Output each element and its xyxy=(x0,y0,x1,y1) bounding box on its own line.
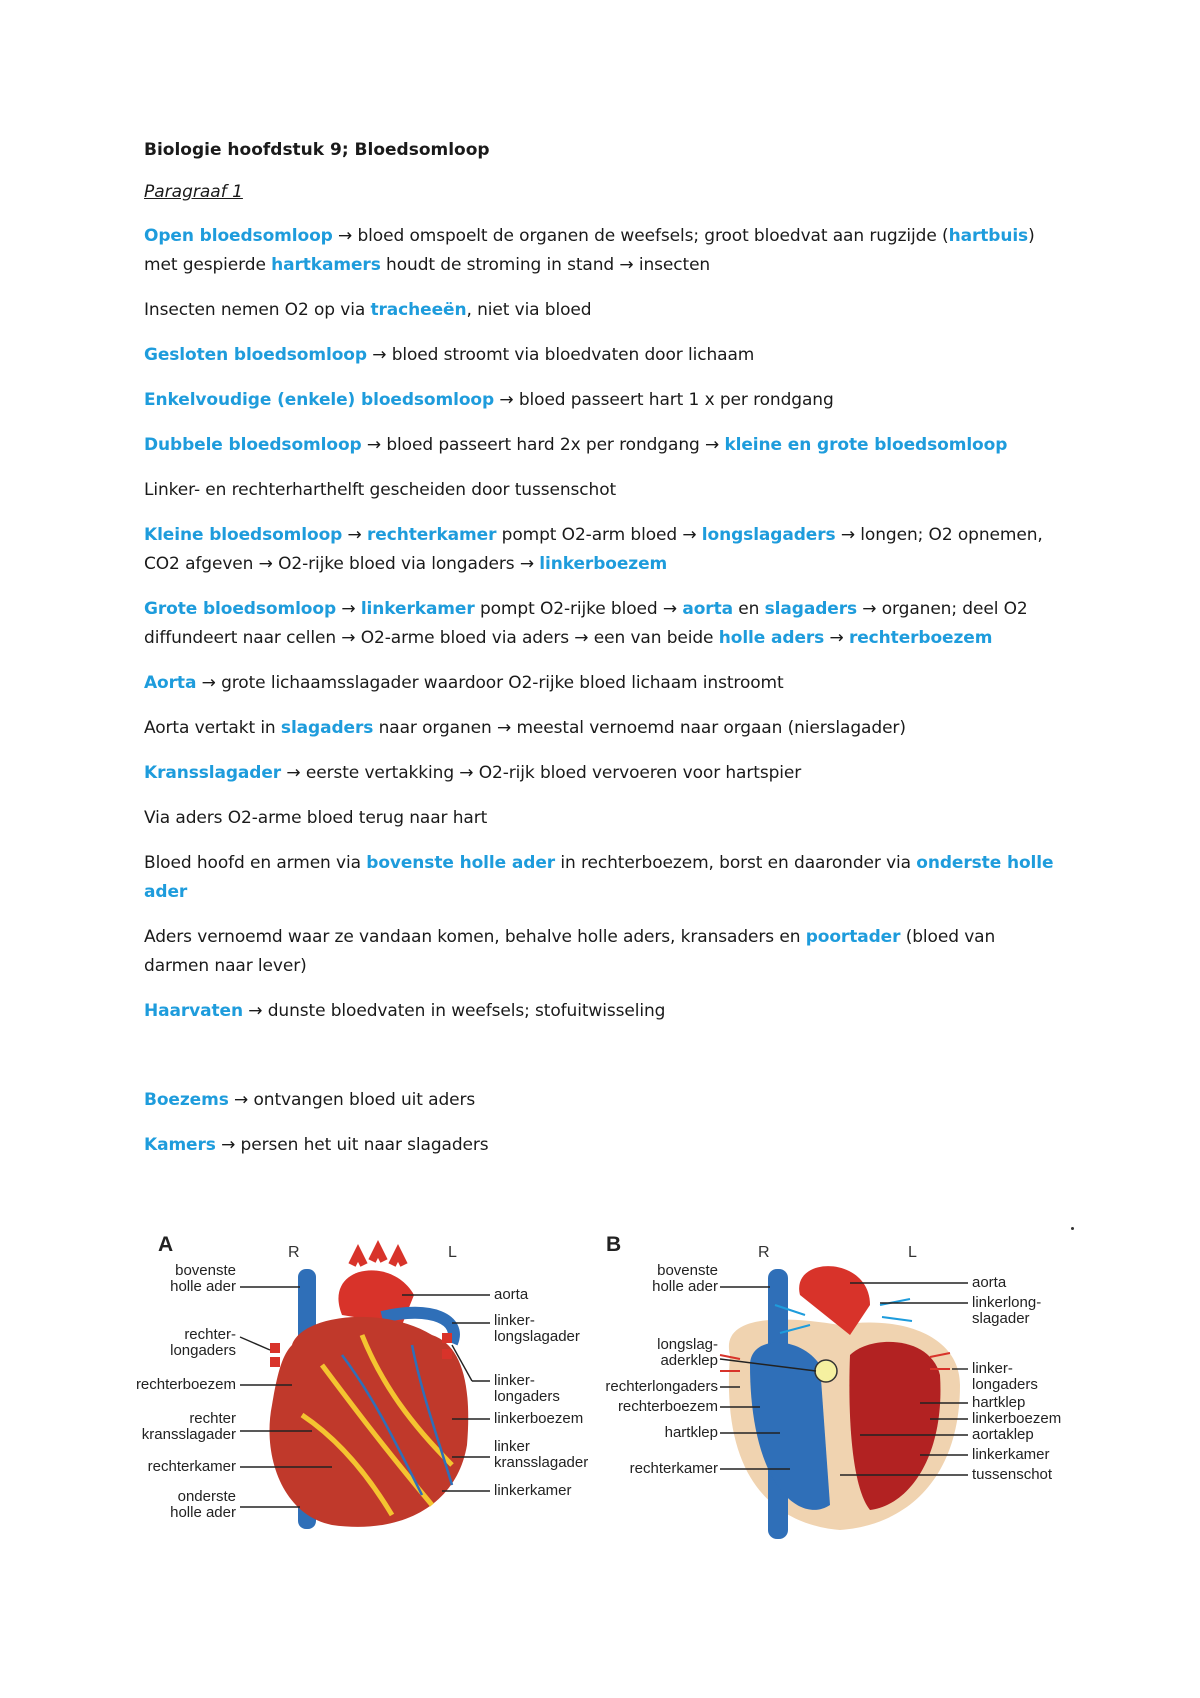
text-run: → organen; deel O2 diffundeert naar cellen → O2-arme bloed via aders → een van beide xyxy=(144,599,1028,648)
label-rechterboezem: rechterboezem xyxy=(617,1398,718,1415)
stray-dot xyxy=(1071,1227,1074,1230)
text-run: pompt O2-rijke bloed → xyxy=(474,599,683,619)
label-aorta: aorta xyxy=(494,1286,529,1303)
figure-a-svg xyxy=(135,1225,622,1545)
heart-exterior-illustration xyxy=(270,1249,469,1529)
figure-a-l: L xyxy=(448,1244,457,1261)
label-kransslagader-2: kransslagader xyxy=(494,1454,589,1471)
label-linker: linker- xyxy=(972,1360,1013,1377)
label-holle-ader: holle ader xyxy=(652,1278,718,1295)
highlight-term: Boezems xyxy=(144,1090,229,1110)
highlight-term: rechterkamer xyxy=(367,525,497,545)
figure-b-svg xyxy=(600,1225,1070,1545)
highlight-term: Haarvaten xyxy=(144,1001,243,1021)
label-onderste: onderste xyxy=(177,1488,236,1505)
figure-a-letter: A xyxy=(158,1233,174,1256)
text-run: → eerste vertakking → O2-rijk bloed vervoeren voor hartspier xyxy=(281,763,802,783)
figure-b-letter: B xyxy=(606,1233,622,1256)
highlight-term: longslagaders xyxy=(701,525,836,545)
highlight-term: Open bloedsomloop xyxy=(144,226,333,246)
text-run: houdt de stroming in stand → insecten xyxy=(380,255,711,275)
aorta-branches-shape xyxy=(352,1249,404,1265)
figure-a-r: R xyxy=(288,1244,300,1261)
highlight-term: rechterboezem xyxy=(848,628,993,648)
left-pulmonary-vein-shape-2 xyxy=(442,1349,452,1359)
text-run: → ontvangen bloed uit aders xyxy=(228,1090,476,1110)
right-pulmonary-vein-shape xyxy=(270,1343,280,1353)
paragraph xyxy=(144,431,1064,460)
left-pulmonary-vein-shape xyxy=(442,1333,452,1343)
paragraph xyxy=(144,759,1064,788)
paragraph-list xyxy=(144,222,1064,1026)
label-holle-ader: holle ader xyxy=(170,1278,236,1295)
highlight-term: Grote bloedsomloop xyxy=(144,599,337,619)
paragraph xyxy=(144,997,1064,1026)
text-run: naar organen → meestal vernoemd naar orgaan (nierslagader) xyxy=(373,718,906,738)
highlight-term: tracheeën xyxy=(370,300,467,320)
label-longslagader: longslagader xyxy=(494,1328,580,1345)
text-run: Insecten nemen O2 op via xyxy=(144,300,371,320)
highlight-term: linkerkamer xyxy=(360,599,475,619)
text-run: en xyxy=(732,599,765,619)
text-run: , niet via bloed xyxy=(466,300,592,320)
text-run: → bloed stroomt via bloedvaten door lichaam xyxy=(366,345,755,365)
paragraph xyxy=(144,476,1064,505)
label-hartklep: hartklep xyxy=(664,1424,718,1441)
paragraph xyxy=(144,222,1064,280)
label-linker: linker- xyxy=(494,1312,535,1329)
highlight-term: holle aders xyxy=(718,628,825,648)
highlight-term: onderste holle ader xyxy=(144,853,1054,902)
label-rechterlongaders: rechterlongaders xyxy=(605,1378,718,1395)
label-aortaklep: aortaklep xyxy=(972,1426,1034,1443)
highlight-term: slagaders xyxy=(280,718,374,738)
paragraph-list-2 xyxy=(144,1086,1064,1160)
label-linkerkamer: linkerkamer xyxy=(494,1482,572,1499)
label-bovenste: bovenste xyxy=(657,1262,718,1279)
highlight-term: Kleine bloedsomloop xyxy=(144,525,343,545)
figure-b-r: R xyxy=(758,1244,770,1261)
figure-b-l: L xyxy=(908,1244,917,1261)
paragraph xyxy=(144,595,1064,653)
label-linkerboezem: linkerboezem xyxy=(494,1410,584,1427)
paragraph xyxy=(144,669,1064,698)
text-run: ) met gespierde xyxy=(144,226,1035,275)
label-longslag: longslag- xyxy=(657,1336,718,1353)
paragraph xyxy=(144,1086,1064,1115)
paragraph xyxy=(144,923,1064,981)
text-run: Bloed hoofd en armen via xyxy=(144,853,367,873)
label-linker-2: linker- xyxy=(494,1372,535,1389)
label-longaders: longaders xyxy=(972,1376,1038,1393)
paragraph xyxy=(144,341,1064,370)
highlight-term: Kamers xyxy=(144,1135,216,1155)
label-aderklep: aderklep xyxy=(660,1352,718,1369)
text-run: → longen; O2 opnemen, CO2 afgeven → O2-rijke bloed via longaders → xyxy=(144,525,1043,574)
highlight-term: Gesloten bloedsomloop xyxy=(144,345,367,365)
text-run: → xyxy=(824,628,849,648)
text-run: → bloed omspoelt de organen de weefsels; groot bloedvat aan rugzijde ( xyxy=(332,226,949,246)
label-linkerboezem: linkerboezem xyxy=(972,1410,1062,1427)
label-aorta: aorta xyxy=(972,1274,1007,1291)
document-body xyxy=(144,140,1064,1176)
label-rechterkamer: rechterkamer xyxy=(147,1458,236,1475)
label-holle-ader-2: holle ader xyxy=(170,1504,236,1521)
text-run: → xyxy=(336,599,361,619)
figure-b-heart-section xyxy=(600,1225,1070,1545)
highlight-term: poortader xyxy=(805,927,901,947)
label-bovenste: bovenste xyxy=(175,1262,236,1279)
text-run: Aorta vertakt in xyxy=(144,718,281,738)
highlight-term: Kransslagader xyxy=(144,763,282,783)
figure-a-heart-exterior xyxy=(135,1225,622,1545)
highlight-term: kleine en grote bloedsomloop xyxy=(724,435,1008,455)
highlight-term: aorta xyxy=(682,599,733,619)
label-tussenschot: tussenschot xyxy=(972,1466,1053,1483)
paragraph xyxy=(144,804,1064,833)
highlight-term: Dubbele bloedsomloop xyxy=(144,435,362,455)
highlight-term: Enkelvoudige (enkele) bloedsomloop xyxy=(144,390,495,410)
text-run: Linker- en rechterharthelft gescheiden door tussenschot xyxy=(144,480,617,500)
highlight-term: slagaders xyxy=(764,599,857,619)
highlight-term: hartkamers xyxy=(271,255,381,275)
paragraph xyxy=(144,1131,1064,1160)
text-run: in rechterboezem, borst en daaronder via xyxy=(555,853,917,873)
text-run: → bloed passeert hart 1 x per rondgang xyxy=(494,390,834,410)
label-rechter: rechter- xyxy=(184,1326,236,1343)
text-run: → bloed passeert hard 2x per rondgang → xyxy=(361,435,725,455)
section-heading: Paragraaf 1 xyxy=(144,182,243,202)
label-longaders-2: longaders xyxy=(494,1388,560,1405)
text-run: → xyxy=(342,525,368,545)
paragraph xyxy=(144,521,1064,579)
spacer xyxy=(144,1042,1064,1086)
text-run: (bloed van darmen naar lever) xyxy=(144,927,996,976)
highlight-term: Aorta xyxy=(144,673,197,693)
paragraph xyxy=(144,714,1064,743)
highlight-term: hartbuis xyxy=(948,226,1029,246)
label-linkerkamer: linkerkamer xyxy=(972,1446,1050,1463)
paragraph xyxy=(144,386,1064,415)
label-hartklep-2: hartklep xyxy=(972,1394,1026,1411)
label-rechter-krans: rechter xyxy=(189,1410,236,1427)
document-title: Biologie hoofdstuk 9; Bloedsomloop xyxy=(144,140,490,160)
label-linkerlong: linkerlong- xyxy=(972,1294,1042,1311)
text-run: → dunste bloedvaten in weefsels; stofuitwisseling xyxy=(242,1001,666,1021)
label-longaders: longaders xyxy=(170,1342,236,1359)
paragraph xyxy=(144,849,1064,907)
highlight-term: linkerboezem xyxy=(539,554,668,574)
text-run: pompt O2-arm bloed → xyxy=(496,525,702,545)
label-slagader: slagader xyxy=(972,1310,1030,1327)
label-rechterkamer: rechterkamer xyxy=(629,1460,718,1477)
label-kransslagader: kransslagader xyxy=(141,1426,236,1443)
right-pulmonary-vein-shape-2 xyxy=(270,1357,280,1367)
text-run: → persen het uit naar slagaders xyxy=(215,1135,489,1155)
highlight-term: bovenste holle ader xyxy=(366,853,556,873)
pulmonary-valve-shape xyxy=(815,1360,837,1382)
label-linker-3: linker xyxy=(494,1438,530,1455)
label-rechterboezem: rechterboezem xyxy=(135,1376,236,1393)
text-run: Via aders O2-arme bloed terug naar hart xyxy=(144,808,488,828)
text-run: Aders vernoemd waar ze vandaan komen, behalve holle aders, kransaders en xyxy=(144,927,806,947)
leader-line xyxy=(240,1337,270,1350)
paragraph xyxy=(144,296,1064,325)
text-run: → grote lichaamsslagader waardoor O2-rijke bloed lichaam instroomt xyxy=(196,673,784,693)
